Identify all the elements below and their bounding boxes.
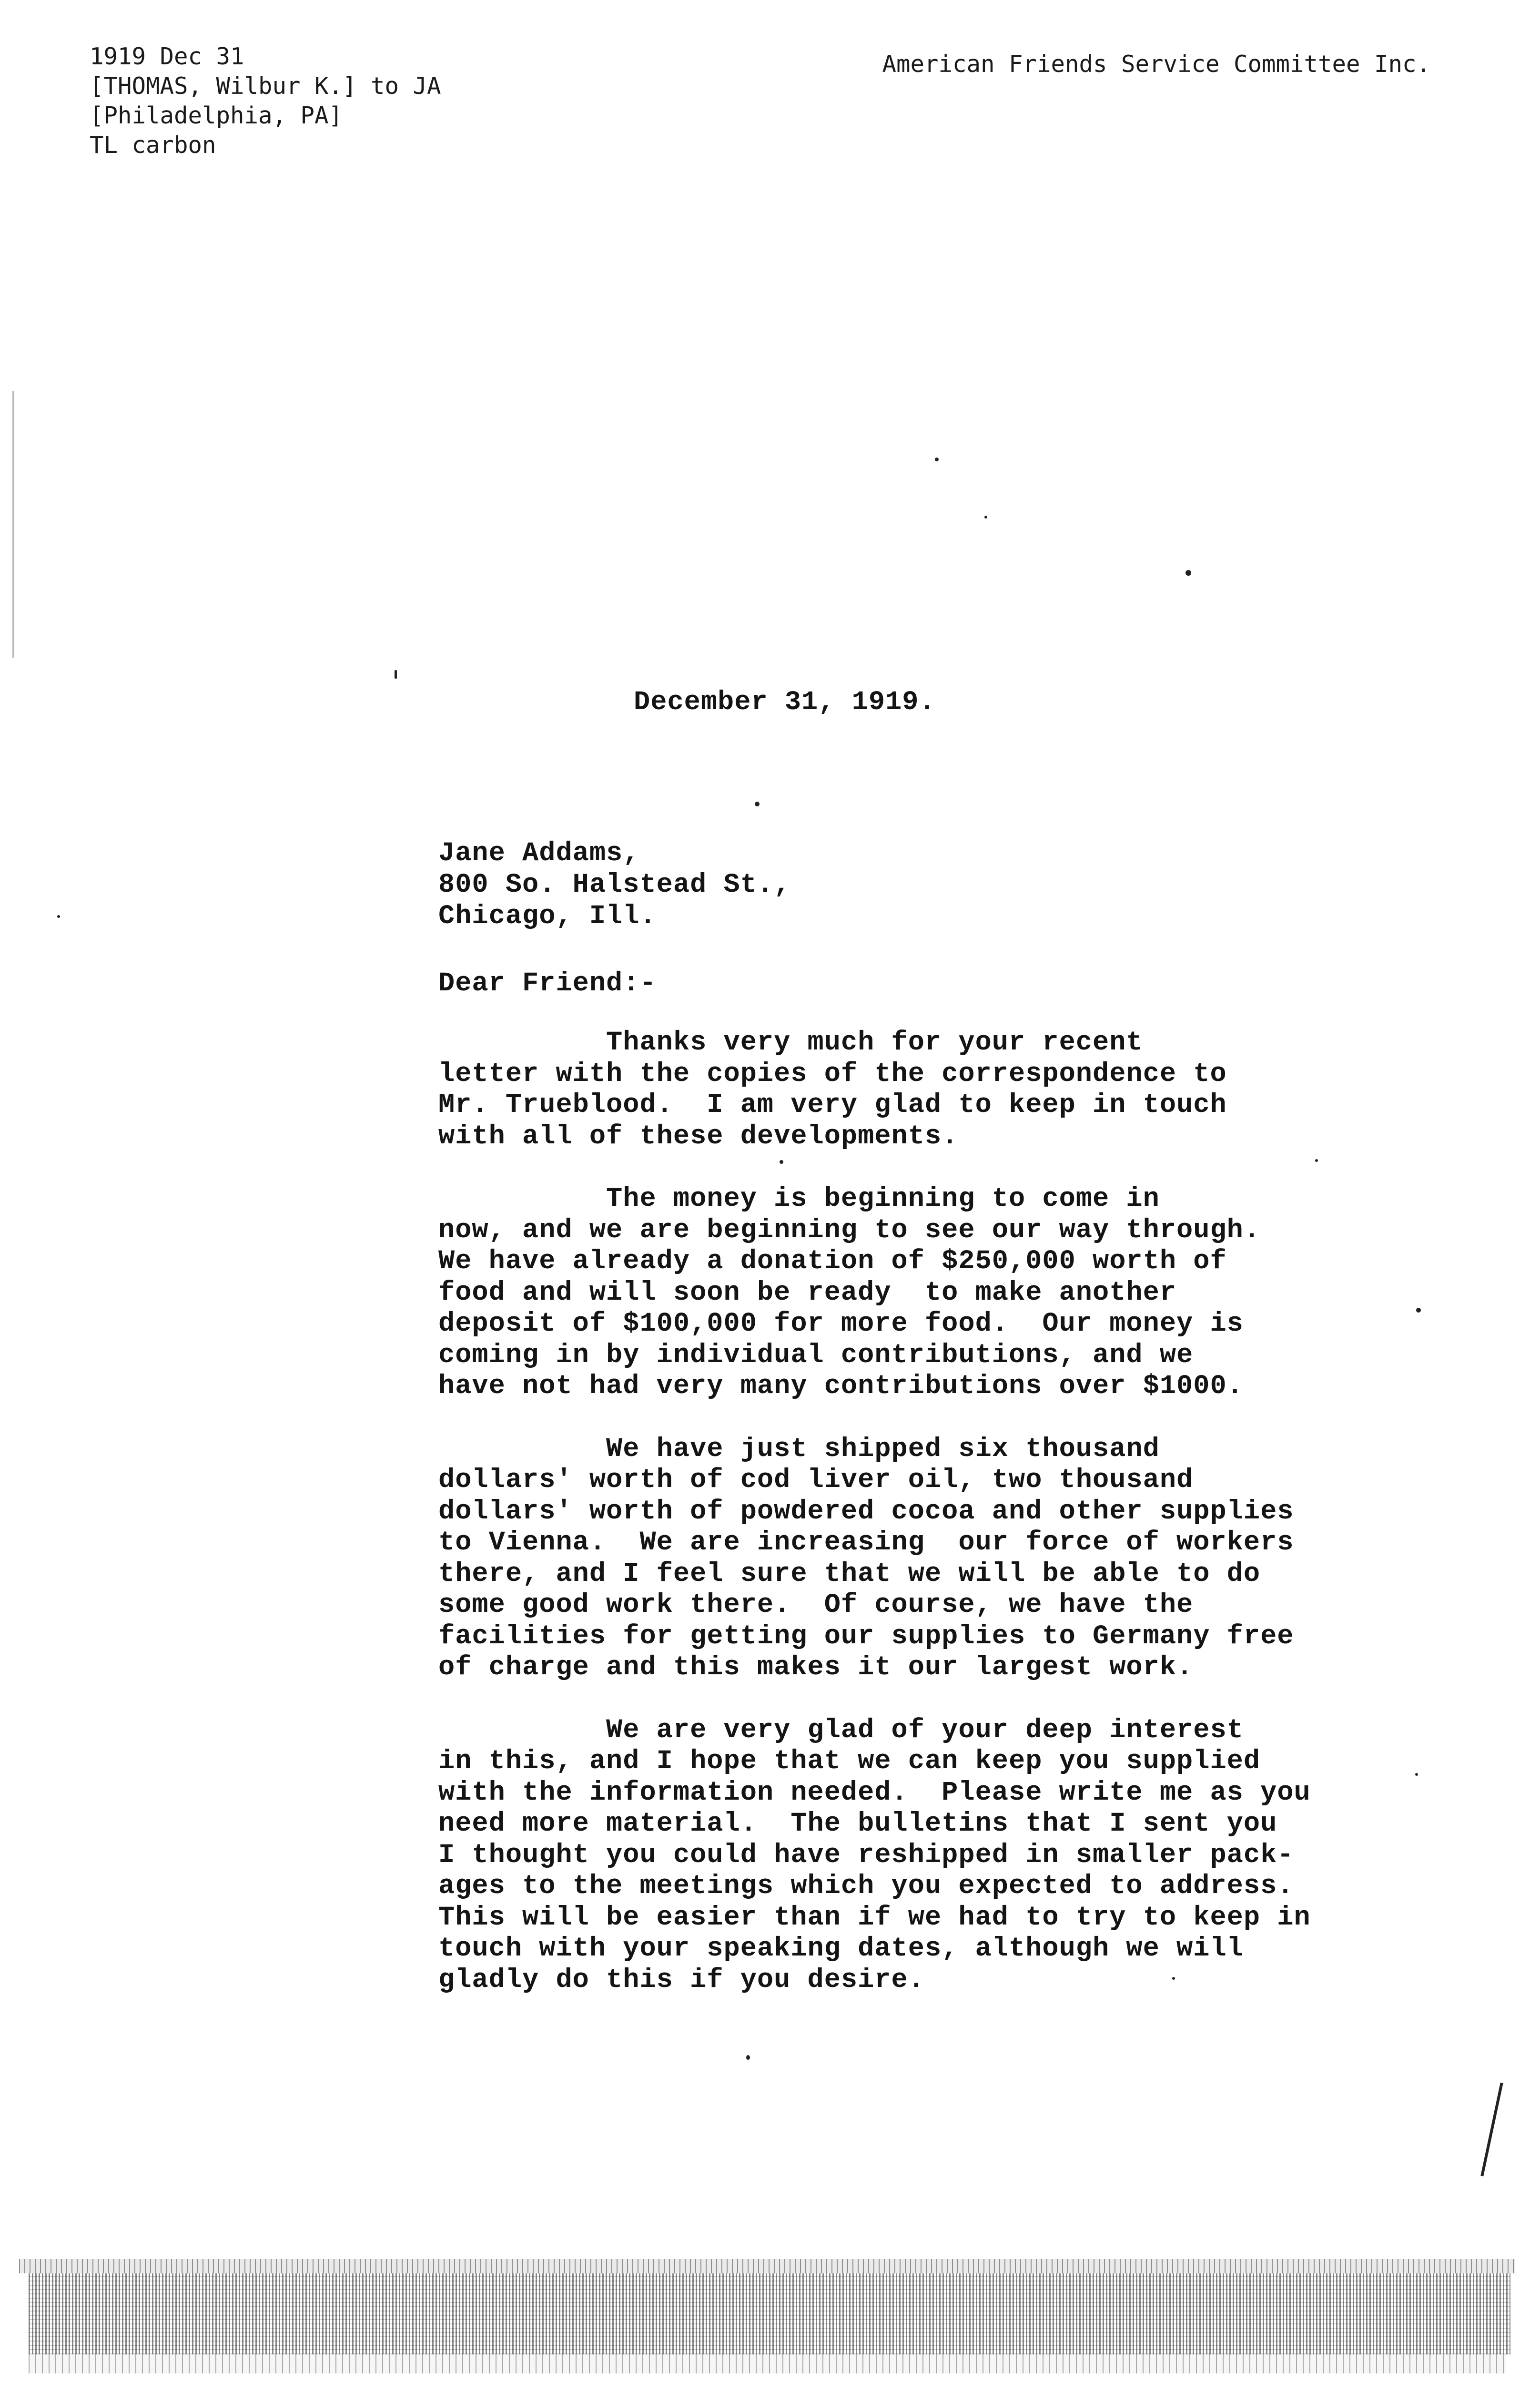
letter-date: December 31, 1919. bbox=[634, 687, 936, 718]
body-line: now, and we are beginning to see our way through. bbox=[438, 1215, 1261, 1246]
body-line: We have already a donation of $250,000 worth of bbox=[438, 1246, 1227, 1277]
scan-edge-mark bbox=[12, 391, 14, 658]
scan-speck bbox=[1415, 1773, 1418, 1776]
scan-noise-band bbox=[29, 2273, 1510, 2354]
body-line: ages to the meetings which you expected to address. bbox=[438, 1871, 1294, 1902]
body-line: gladly do this if you desire. bbox=[438, 1965, 925, 1996]
body-line: deposit of $100,000 for more food. Our money is bbox=[438, 1309, 1244, 1339]
body-line: have not had very many contributions over $1000. bbox=[438, 1371, 1244, 1402]
body-line: We have just shipped six thousand bbox=[438, 1434, 1160, 1465]
paragraph-closing bbox=[438, 1715, 1311, 1996]
body-line: coming in by individual contributions, and we bbox=[438, 1340, 1194, 1371]
scan-speck bbox=[780, 1160, 783, 1164]
scan-speck bbox=[57, 915, 60, 918]
scan-speck bbox=[1315, 1159, 1318, 1162]
body-line: Mr. Trueblood. I am very glad to keep in touch bbox=[438, 1090, 1227, 1120]
address-line-name: Jane Addams, bbox=[438, 838, 640, 869]
scan-speck bbox=[755, 802, 760, 806]
scan-speck bbox=[984, 516, 987, 519]
paragraph-shipments bbox=[438, 1434, 1311, 1684]
scan-pen-mark bbox=[1480, 2083, 1503, 2177]
address-line-street: 800 So. Halstead St., bbox=[438, 870, 791, 900]
scan-speck bbox=[746, 2055, 750, 2060]
archival-correspondents-line: [THOMAS, Wilbur K.] to JA bbox=[90, 72, 441, 100]
body-line: Thanks very much for your recent bbox=[438, 1028, 1143, 1058]
address-line-city: Chicago, Ill. bbox=[438, 901, 657, 932]
scan-speck bbox=[1185, 570, 1191, 576]
body-line: We are very glad of your deep interest bbox=[438, 1715, 1244, 1746]
body-line: with all of these developments. bbox=[438, 1121, 959, 1152]
collection-name: American Friends Service Committee Inc. bbox=[882, 51, 1430, 78]
archival-format-line: TL carbon bbox=[90, 132, 216, 159]
body-line: food and will soon be ready to make another bbox=[438, 1277, 1177, 1308]
body-line: need more material. The bulletins that I sent you bbox=[438, 1809, 1277, 1839]
body-line: to Vienna. We are increasing our force of workers bbox=[438, 1528, 1294, 1558]
scan-speck bbox=[1416, 1308, 1421, 1313]
body-line: This will be easier than if we had to try to keep in bbox=[438, 1902, 1311, 1933]
scan-noise-band-top bbox=[19, 2259, 1515, 2273]
paragraph-thanks bbox=[438, 1028, 1311, 1152]
body-line: there, and I feel sure that we will be able to do bbox=[438, 1558, 1261, 1589]
recipient-address bbox=[438, 838, 790, 932]
scan-speck bbox=[935, 458, 939, 461]
body-line: facilities for getting our supplies to Germany free bbox=[438, 1621, 1294, 1652]
scan-speck bbox=[1172, 1977, 1175, 1980]
body-line: in this, and I hope that we can keep you supplied bbox=[438, 1746, 1261, 1777]
archival-place-line: [Philadelphia, PA] bbox=[90, 102, 343, 129]
body-line: some good work there. Of course, we have the bbox=[438, 1590, 1194, 1620]
archival-header bbox=[90, 42, 441, 160]
scan-speck bbox=[395, 670, 397, 679]
body-line: of charge and this makes it our largest work. bbox=[438, 1652, 1194, 1683]
body-line: dollars' worth of powdered cocoa and other supplies bbox=[438, 1496, 1294, 1527]
paragraph-money bbox=[438, 1184, 1311, 1403]
archival-date-line: 1919 Dec 31 bbox=[90, 43, 244, 70]
letter-body bbox=[438, 1028, 1311, 2027]
body-line: letter with the copies of the correspondence to bbox=[438, 1059, 1227, 1090]
body-line: touch with your speaking dates, although we will bbox=[438, 1934, 1244, 1964]
salutation: Dear Friend:- bbox=[438, 968, 657, 999]
body-line: dollars' worth of cod liver oil, two thousand bbox=[438, 1465, 1194, 1496]
body-line: The money is beginning to come in bbox=[438, 1184, 1160, 1214]
scan-noise-band-bottom bbox=[29, 2354, 1506, 2373]
body-line: I thought you could have reshipped in smaller pack- bbox=[438, 1840, 1294, 1871]
body-line: with the information needed. Please write me as you bbox=[438, 1777, 1311, 1808]
